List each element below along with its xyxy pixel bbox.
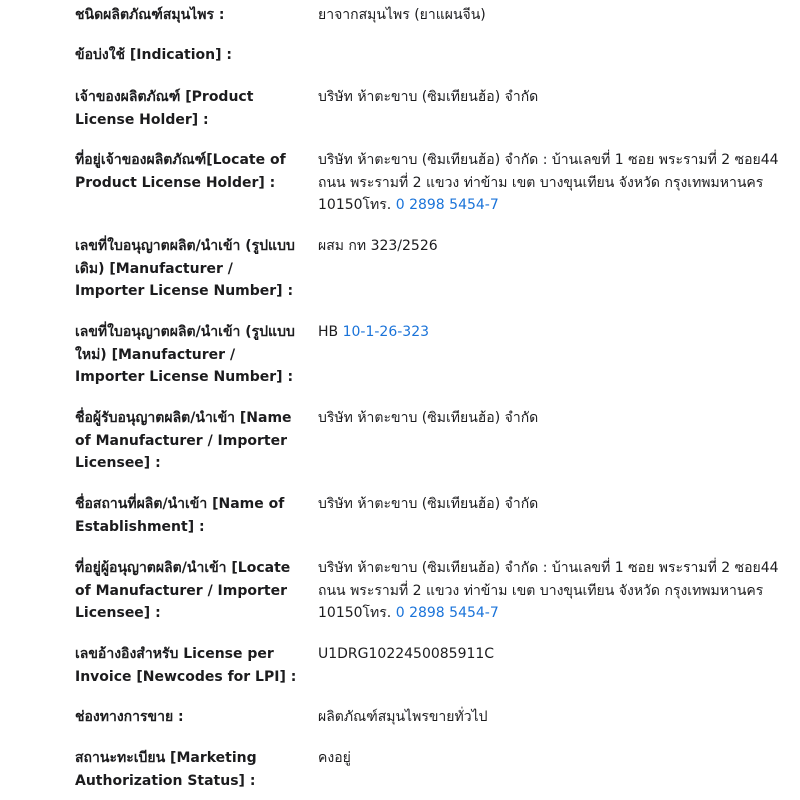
row-value [318, 149, 788, 217]
row-value: ผสม กท 323/2526 [318, 238, 438, 254]
address-text: บริษัท ห้าตะขาบ (ซิมเทียนฮ้อ) จำกัด : บ้านเลขที่ 1 ซอย พระรามที่ 2 ซอย44 ถนน พระรามที่ 2 แขวง ท่าข้าม เขต บางขุนเทียน จังหวัด กรุงเทพมหานคร 10150โทร. [318, 152, 779, 213]
row-label: เจ้าของผลิตภัณฑ์ [Product License Holder] : [75, 89, 254, 128]
row-label: ชื่อผู้รับอนุญาตผลิต/นำเข้า [Name of Manufacturer / Importer Licensee] : [75, 410, 292, 471]
row-label: เลขที่ใบอนุญาตผลิต/นำเข้า (รูปแบบเดิม) [Manufacturer / Importer License Number] : [75, 238, 295, 299]
row-label: ชื่อสถานที่ผลิต/นำเข้า [Name of Establishment] : [75, 496, 285, 535]
row-value [318, 321, 788, 344]
row-value: บริษัท ห้าตะขาบ (ซิมเทียนฮ้อ) จำกัด [318, 410, 539, 426]
row-value: คงอยู่ [318, 750, 351, 766]
row-value [318, 557, 788, 625]
row-value: U1DRG1022450085911C [318, 646, 495, 662]
license-prefix: HB [318, 324, 343, 340]
row-label: เลขที่ใบอนุญาตผลิต/นำเข้า (รูปแบบใหม่) [Manufacturer / Importer License Number] : [75, 324, 295, 385]
row-label: เลขอ้างอิงสำหรับ License per Invoice [Newcodes for LPI] : [75, 646, 297, 685]
phone-link[interactable]: 0 2898 5454-7 [395, 197, 499, 213]
address-text: บริษัท ห้าตะขาบ (ซิมเทียนฮ้อ) จำกัด : บ้านเลขที่ 1 ซอย พระรามที่ 2 ซอย44 ถนน พระรามที่ 2 แขวง ท่าข้าม เขต บางขุนเทียน จังหวัด กรุงเทพมหานคร 10150โทร. [318, 560, 779, 621]
row-label: ช่องทางการขาย : [75, 709, 184, 725]
row-label: ที่อยู่ผู้อนุญาตผลิต/นำเข้า [Locate of Manufacturer / Importer Licensee] : [75, 560, 291, 621]
row-value: ผลิตภัณฑ์สมุนไพรขายทั่วไป [318, 709, 488, 725]
phone-link[interactable]: 0 2898 5454-7 [395, 605, 499, 621]
row-value: บริษัท ห้าตะขาบ (ซิมเทียนฮ้อ) จำกัด [318, 496, 539, 512]
row-label: ชนิดผลิตภัณฑ์สมุนไพร : [75, 7, 225, 23]
license-number-link[interactable]: 10-1-26-323 [342, 324, 430, 340]
row-label: ที่อยู่เจ้าของผลิตภัณฑ์[Locate of Product License Holder] : [75, 152, 286, 191]
row-label: ข้อบ่งใช้ [Indication] : [75, 47, 233, 63]
row-value: บริษัท ห้าตะขาบ (ซิมเทียนฮ้อ) จำกัด [318, 89, 539, 105]
row-value: ยาจากสมุนไพร (ยาแผนจีน) [318, 7, 486, 23]
row-label: สถานะทะเบียน [Marketing Authorization Status] : [75, 750, 257, 789]
